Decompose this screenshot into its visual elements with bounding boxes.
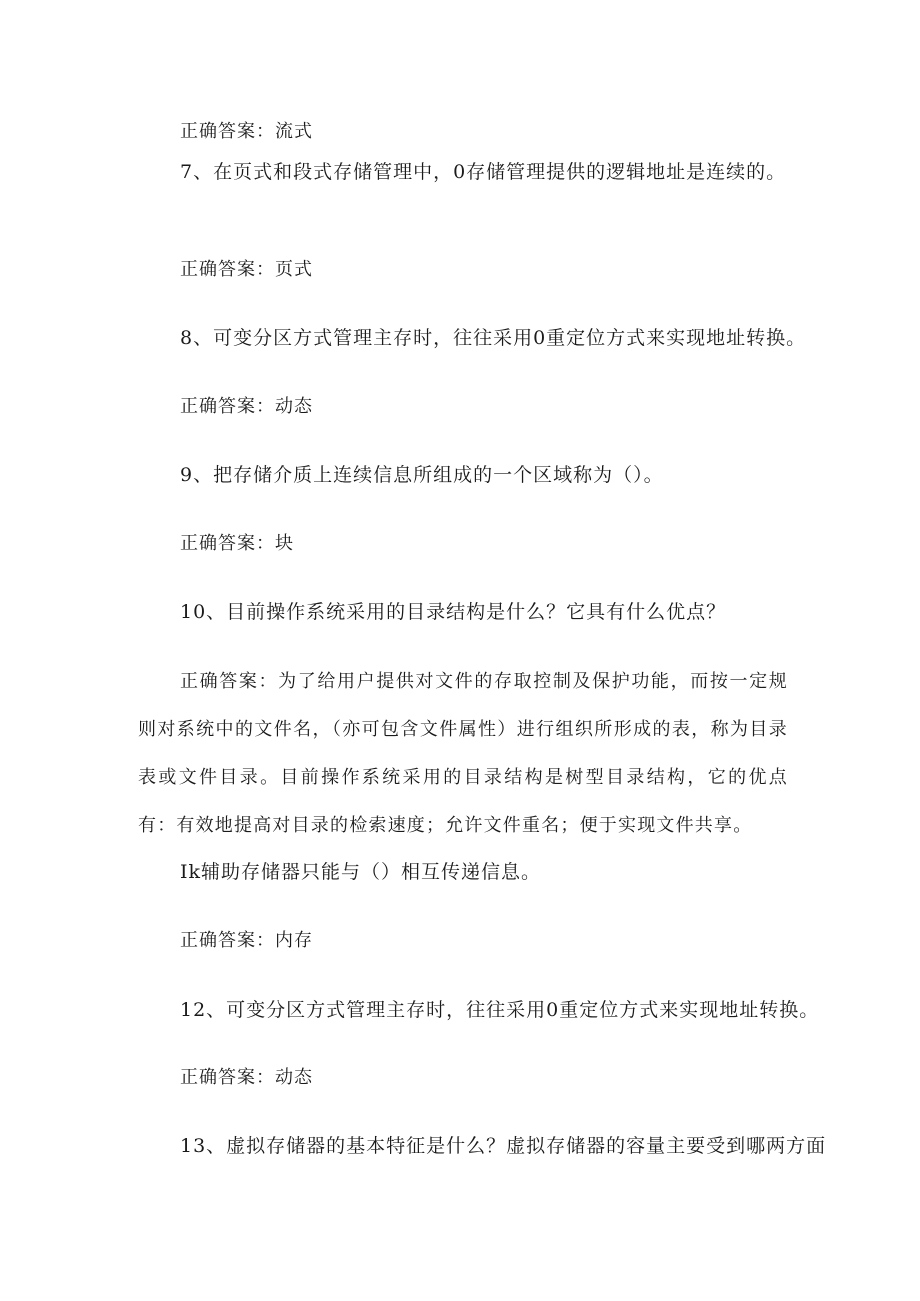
question-12: 12、可变分区方式管理主存时，往往采用0重定位方式来实现地址转换。 [180, 999, 820, 1021]
answer-10: 正确答案：为了给用户提供对文件的存取控制及保护功能，而按一定规则对系统中的文件名，（亦可包含文件属性）进行组织所形成的表，称为目录表或文件目录。目前操作系统采用的目录结构是树型目录结构，它的优点有：有效地提高对目录的检索速度；允许文件重名；便于实现文件共享。 [138, 671, 788, 836]
answer-8: 正确答案：动态 [180, 396, 313, 417]
answer-11: 正确答案：内存 [180, 930, 313, 951]
answer-9: 正确答案：块 [180, 533, 294, 554]
answer-6: 正确答案：流式 [180, 121, 313, 142]
question-9: 9、把存储介质上连续信息所组成的一个区域称为（）。 [180, 464, 664, 486]
answer-12: 正确答案：动态 [180, 1067, 313, 1088]
question-7: 7、在页式和段式存储管理中，0存储管理提供的逻辑地址是连续的。 [180, 161, 787, 183]
question-8: 8、可变分区方式管理主存时，往往采用0重定位方式来实现地址转换。 [180, 327, 807, 349]
question-11: Ik辅助存储器只能与（）相互传递信息。 [180, 861, 542, 883]
answer-7: 正确答案：页式 [180, 259, 313, 280]
question-10: 10、目前操作系统采用的目录结构是什么？它具有什么优点？ [180, 601, 727, 623]
question-13: 13、虚拟存储器的基本特征是什么？虚拟存储器的容量主要受到哪两方面 [180, 1135, 827, 1157]
